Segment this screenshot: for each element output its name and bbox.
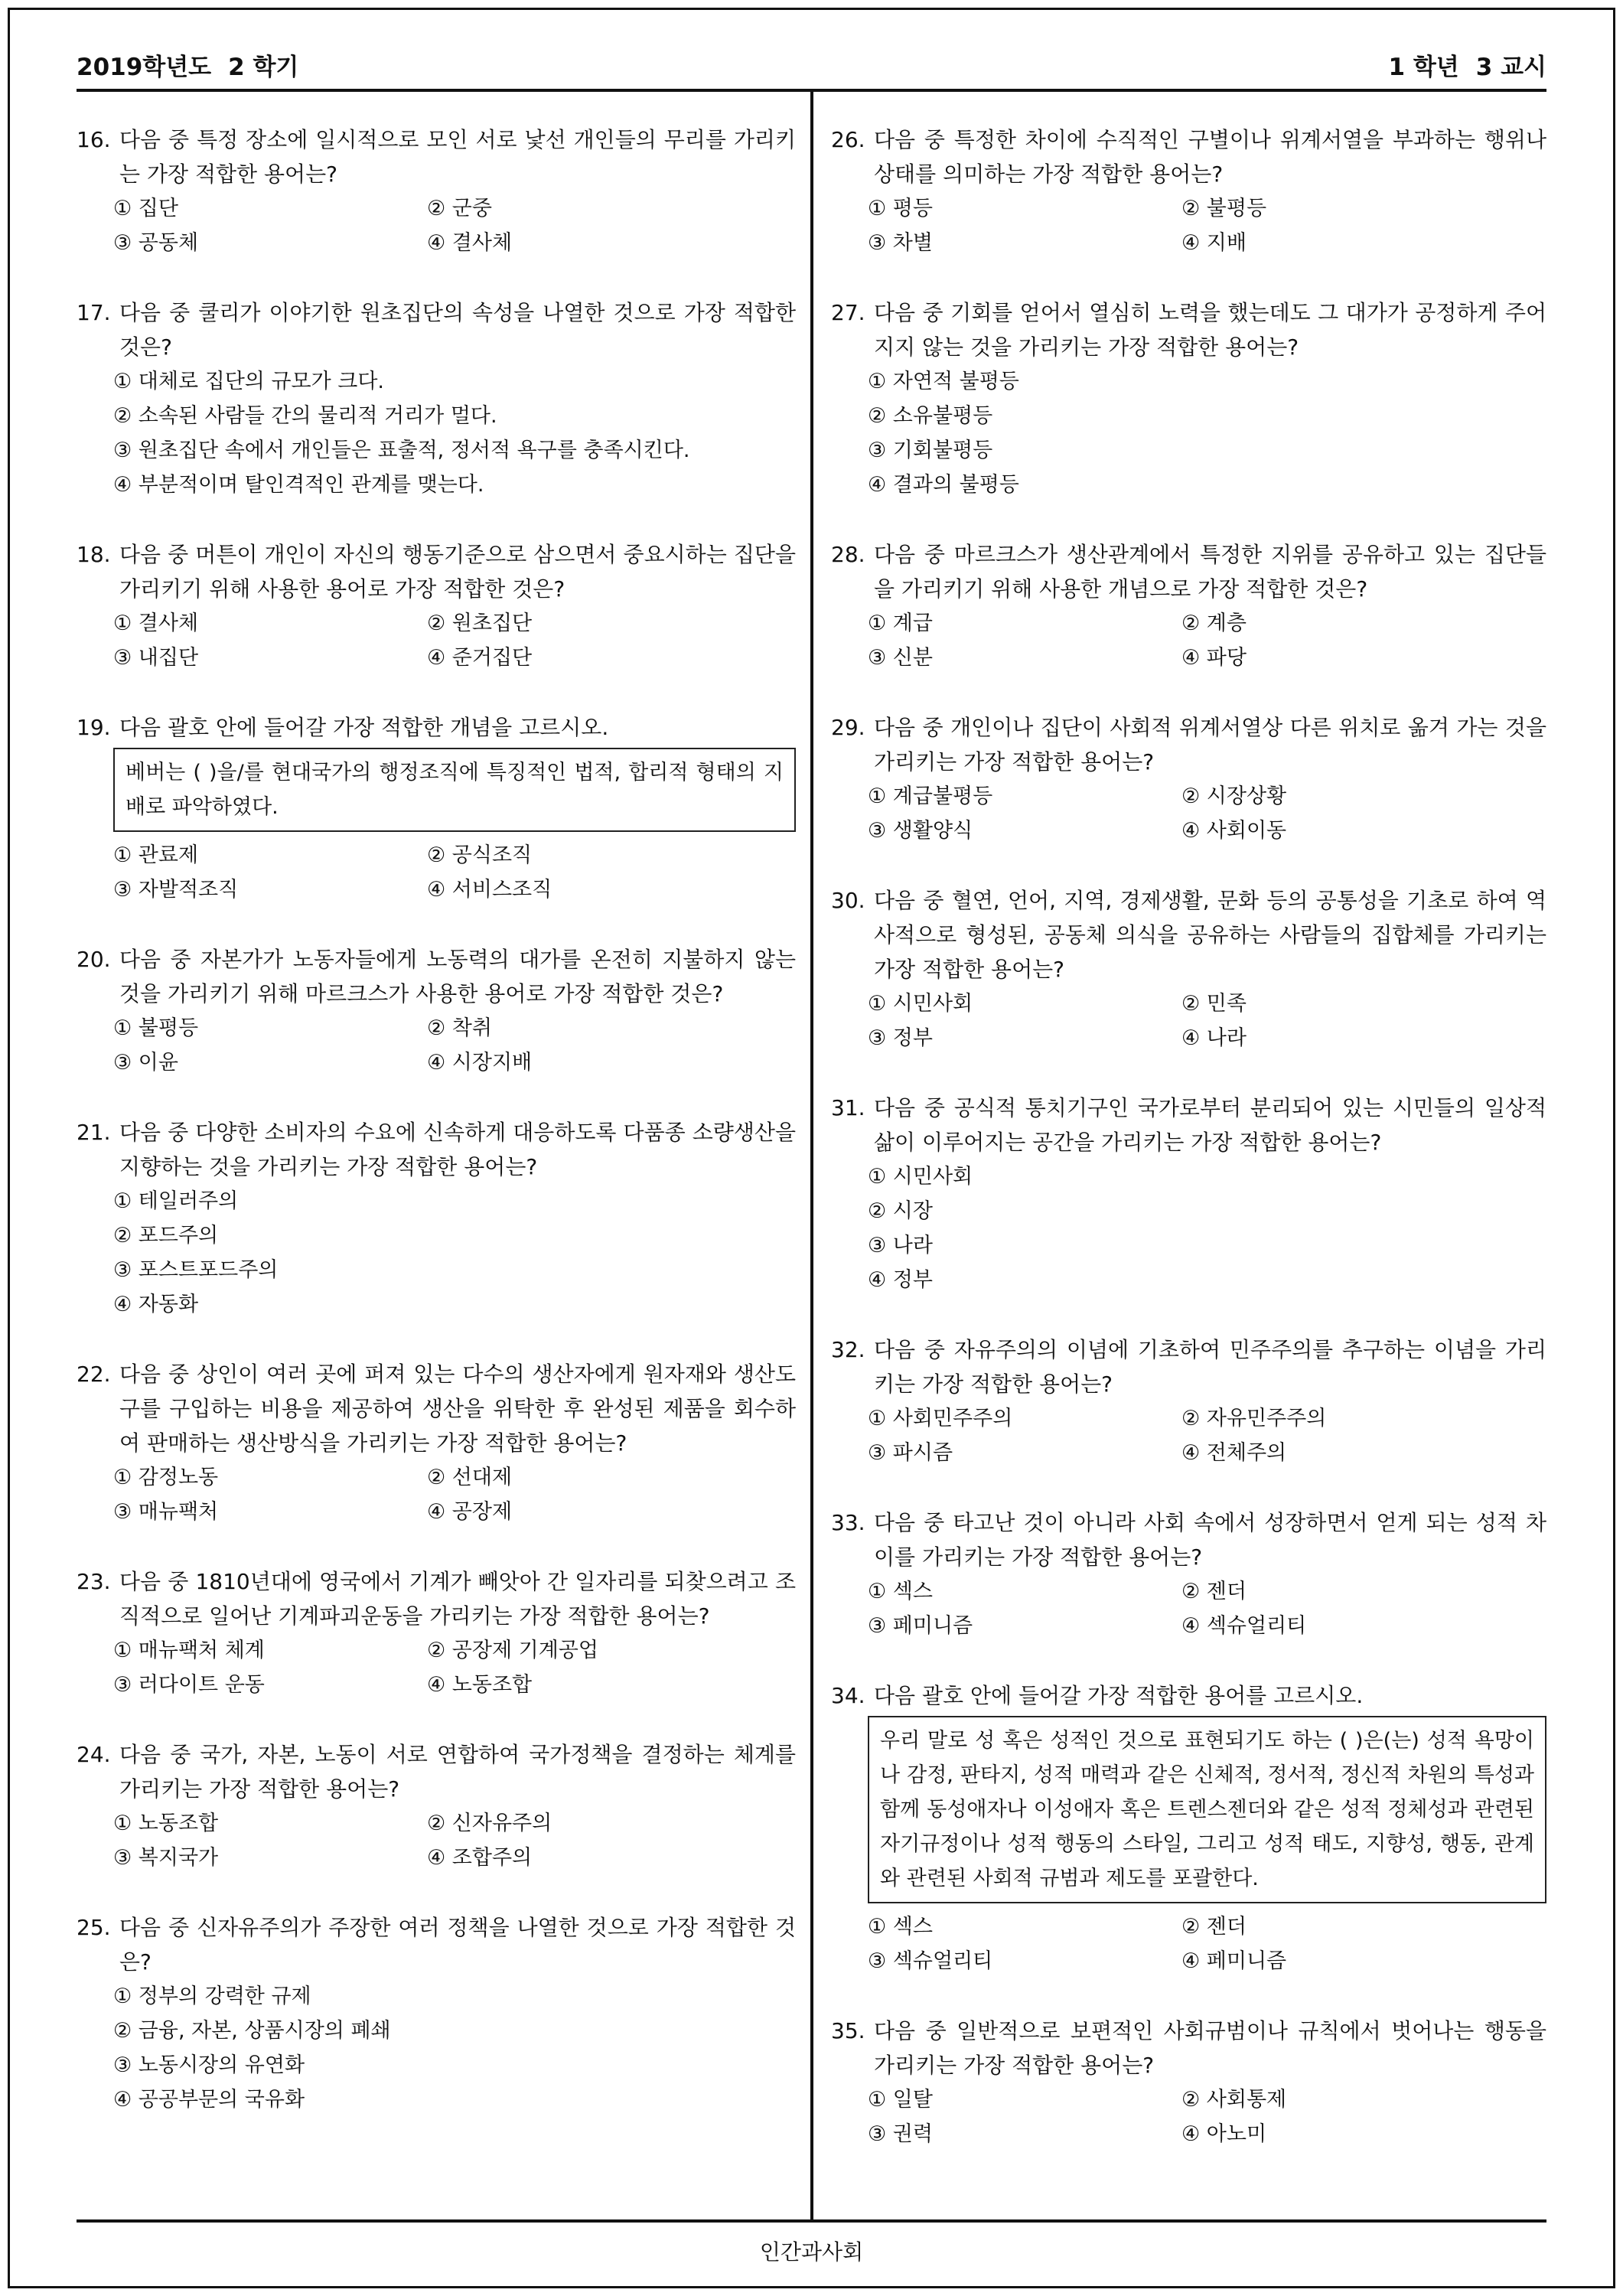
answer-choice[interactable]: ② 젠더	[1181, 1580, 1247, 1603]
answer-choice[interactable]: ① 시민사회	[868, 992, 973, 1016]
exam-header	[77, 47, 1546, 86]
question	[831, 2014, 1546, 2151]
question-text: 다음 중 마르크스가 생산관계에서 특정한 지위를 공유하고 있는 집단들을 가리키기 위해 사용한 개념으로 가장 적합한 것은?	[874, 542, 1546, 602]
choice-list	[77, 1806, 796, 1875]
answer-choice[interactable]: ④ 결과의 불평등	[868, 473, 1019, 497]
choice-list	[831, 987, 1546, 1055]
choice-list	[831, 779, 1546, 848]
choice-list	[77, 838, 796, 907]
answer-choice[interactable]: ③ 포스트포드주의	[113, 1258, 279, 1282]
question	[77, 1737, 796, 1875]
answer-choice[interactable]: ① 매뉴팩처 체계	[113, 1639, 265, 1662]
question-text: 다음 중 국가, 자본, 노동이 서로 연합하여 국가정책을 결정하는 체계를 가리키는 가장 적합한 용어는?	[119, 1742, 796, 1802]
answer-choice[interactable]: ② 군중	[427, 197, 492, 220]
answer-choice[interactable]: ③ 파시즘	[868, 1441, 953, 1465]
question-number: 20.	[77, 947, 111, 972]
answer-choice[interactable]: ③ 원초집단 속에서 개인들은 표출적, 정서적 욕구를 충족시킨다.	[113, 439, 690, 462]
answer-choice[interactable]: ④ 준거집단	[427, 646, 533, 670]
choice-list	[77, 1979, 796, 2117]
answer-choice[interactable]: ④ 서비스조직	[427, 878, 552, 902]
question-text: 다음 중 일반적으로 보편적인 사회규범이나 규칙에서 벗어나는 행동을 가리키는 가장 적합한 용어는?	[874, 2018, 1546, 2078]
answer-choice[interactable]: ④ 지배	[1181, 231, 1247, 255]
answer-choice[interactable]: ② 사회통제	[1181, 2088, 1287, 2112]
question-stem	[77, 295, 796, 364]
question-number: 22.	[77, 1362, 111, 1387]
choice-list	[831, 1574, 1546, 1643]
answer-choice[interactable]: ② 금융, 자본, 상품시장의 폐쇄	[113, 2019, 391, 2043]
answer-choice[interactable]: ④ 섹슈얼리티	[1181, 1614, 1307, 1638]
answer-choice[interactable]: ② 착취	[427, 1016, 492, 1040]
question-text: 다음 중 자유주의의 이념에 기초하여 민주주의를 추구하는 이념을 가리키는 가장 적합한 용어는?	[874, 1337, 1546, 1397]
question-number: 31.	[831, 1095, 865, 1120]
answer-choice[interactable]: ② 공장제 기계공업	[427, 1639, 598, 1662]
question-text: 다음 중 특정 장소에 일시적으로 모인 서로 낯선 개인들의 무리를 가리키는 가장 적합한 용어는?	[119, 127, 796, 187]
question-text: 다음 중 자본가가 노동자들에게 노동력의 대가를 온전히 지불하지 않는 것을 가리키기 위해 마르크스가 사용한 용어로 가장 적합한 것은?	[119, 947, 796, 1006]
question	[831, 295, 1546, 502]
question	[831, 1091, 1546, 1297]
question	[77, 942, 796, 1080]
choice-list	[77, 1011, 796, 1080]
choice-list	[831, 191, 1546, 260]
answer-choice[interactable]: ① 집단	[113, 197, 178, 220]
answer-choice[interactable]: ① 대체로 집단의 규모가 크다.	[113, 370, 385, 393]
question-text: 다음 중 기회를 얻어서 열심히 노력을 했는데도 그 대가가 공정하게 주어지지 않는 것을 가리키는 가장 적합한 용어는?	[874, 300, 1546, 360]
question-stem	[831, 710, 1546, 779]
answer-choice[interactable]: ② 시장상황	[1181, 784, 1287, 808]
question-stem	[831, 122, 1546, 191]
question-text: 다음 중 타고난 것이 아니라 사회 속에서 성장하면서 얻게 되는 성적 차이를 가리키는 가장 적합한 용어는?	[874, 1510, 1546, 1570]
question-stem	[831, 1678, 1546, 1713]
question-stem	[77, 1737, 796, 1806]
question	[77, 1564, 796, 1702]
answer-choice[interactable]: ④ 사회이동	[1181, 819, 1287, 843]
answer-choice[interactable]: ① 자연적 불평등	[868, 370, 1019, 393]
answer-choice[interactable]: ① 노동조합	[113, 1812, 219, 1835]
answer-choice[interactable]: ③ 정부	[868, 1026, 933, 1050]
question	[831, 537, 1546, 675]
answer-choice[interactable]: ② 소속된 사람들 간의 물리적 거리가 멀다.	[113, 404, 497, 428]
answer-choice[interactable]: ② 계층	[1181, 612, 1247, 635]
question-text: 다음 중 혈연, 언어, 지역, 경제생활, 문화 등의 공통성을 기초로 하여 역사적으로 형성된, 공동체 의식을 공유하는 사람들의 집합체를 가리키는 가장 적합한 용어는?	[874, 888, 1546, 982]
question-stem	[77, 537, 796, 606]
grade: 1 학년	[1388, 54, 1459, 81]
answer-choice[interactable]: ① 섹스	[868, 1915, 933, 1939]
question-number: 23.	[77, 1569, 111, 1594]
question	[831, 122, 1546, 260]
choice-list	[831, 1159, 1546, 1297]
choice-list	[831, 1401, 1546, 1470]
question	[77, 710, 796, 907]
question-number: 35.	[831, 2018, 865, 2043]
header-right	[1388, 47, 1546, 82]
question-number: 34.	[831, 1683, 865, 1708]
question-text: 다음 중 신자유주의가 주장한 여러 정책을 나열한 것으로 가장 적합한 것은?	[119, 1915, 796, 1975]
answer-choice[interactable]: ① 평등	[868, 197, 933, 220]
answer-choice[interactable]: ④ 결사체	[427, 231, 513, 255]
choice-list	[77, 1633, 796, 1702]
question-text: 다음 중 쿨리가 이야기한 원초집단의 속성을 나열한 것으로 가장 적합한 것은?	[119, 300, 796, 360]
semester: 2 학기	[228, 54, 299, 81]
question-number: 32.	[831, 1337, 865, 1362]
question	[77, 1910, 796, 2117]
question	[831, 883, 1546, 1055]
question-passage-box: 우리 말로 성 혹은 성적인 것으로 표현되기도 하는 ( )은(는) 성적 욕망이나 감정, 판타지, 성적 매력과 같은 신체적, 정서적, 정신적 차원의 특성과 함께 동성애자나 이성애자 혹은 트렌스젠더와 같은 성적 정체성과 관련된 자기규정이나 성적 행동의 스타일, 그리고 성적 태도, 지향성, 행동, 관계와 관련된 사회적 규범과 제도를 포괄한다.	[868, 1716, 1546, 1903]
question-stem	[831, 883, 1546, 987]
answer-choice[interactable]: ③ 내집단	[113, 646, 199, 670]
question-number: 17.	[77, 300, 111, 325]
choice-list	[77, 606, 796, 675]
answer-choice[interactable]: ④ 아노미	[1181, 2122, 1267, 2146]
question-stem	[831, 1332, 1546, 1401]
answer-choice[interactable]: ③ 매뉴팩처	[113, 1500, 219, 1524]
question-text: 다음 괄호 안에 들어갈 가장 적합한 용어를 고르시오.	[874, 1683, 1364, 1708]
answer-choice[interactable]: ① 시민사회	[868, 1165, 973, 1189]
question-number: 28.	[831, 542, 865, 567]
answer-choice[interactable]: ③ 페미니즘	[868, 1614, 973, 1638]
answer-choice[interactable]: ③ 생활양식	[868, 819, 973, 843]
answer-choice[interactable]: ② 포드주의	[113, 1224, 219, 1247]
choice-list	[77, 1460, 796, 1529]
question-text: 다음 중 개인이나 집단이 사회적 위계서열상 다른 위치로 옮겨 가는 것을 가리키는 가장 적합한 용어는?	[874, 715, 1546, 775]
question-number: 18.	[77, 542, 111, 567]
question-text: 다음 중 머튼이 개인이 자신의 행동기준으로 삼으면서 중요시하는 집단을 가리키기 위해 사용한 용어로 가장 적합한 것은?	[119, 542, 796, 602]
question	[77, 295, 796, 502]
question	[831, 1505, 1546, 1643]
question-text: 다음 괄호 안에 들어갈 가장 적합한 개념을 고르시오.	[119, 715, 609, 740]
question-number: 29.	[831, 715, 865, 740]
question-number: 27.	[831, 300, 865, 325]
answer-choice[interactable]: ③ 노동시장의 유연화	[113, 2053, 305, 2077]
right-column	[831, 122, 1546, 2187]
answer-choice[interactable]: ① 테일러주의	[113, 1189, 239, 1213]
answer-choice[interactable]: ③ 나라	[868, 1234, 933, 1257]
question-stem	[77, 1910, 796, 1979]
question-passage-box: 베버는 ( )을/를 현대국가의 행정조직에 특징적인 법적, 합리적 형태의 지배로 파악하였다.	[113, 748, 796, 832]
answer-choice[interactable]: ④ 정부	[868, 1268, 933, 1292]
choice-list	[77, 1184, 796, 1322]
answer-choice[interactable]: ③ 권력	[868, 2122, 933, 2146]
question-number: 26.	[831, 127, 865, 152]
answer-choice[interactable]: ② 자유민주주의	[1181, 1407, 1327, 1430]
answer-choice[interactable]: ③ 공동체	[113, 231, 199, 255]
question-stem	[77, 710, 796, 745]
question-text: 다음 중 상인이 여러 곳에 퍼져 있는 다수의 생산자에게 원자재와 생산도구를 구입하는 비용을 제공하여 생산을 위탁한 후 완성된 제품을 회수하여 판매하는 생산방식을 가리키는 가장 적합한 용어는?	[119, 1362, 796, 1456]
answer-choice[interactable]: ① 일탈	[868, 2088, 933, 2112]
question-text: 다음 중 특정한 차이에 수직적인 구별이나 위계서열을 부과하는 행위나 상태를 의미하는 가장 적합한 용어는?	[874, 127, 1546, 187]
question-number: 21.	[77, 1120, 111, 1145]
answer-choice[interactable]: ① 관료제	[113, 843, 199, 867]
answer-choice[interactable]: ③ 차별	[868, 231, 933, 255]
left-column	[77, 122, 796, 2152]
answer-choice[interactable]: ④ 페미니즘	[1181, 1949, 1287, 1973]
answer-choice[interactable]: ③ 섹슈얼리티	[868, 1949, 993, 1973]
answer-choice[interactable]: ① 계급	[868, 612, 933, 635]
choice-list	[831, 364, 1546, 502]
question-stem	[77, 1115, 796, 1184]
answer-choice[interactable]: ④ 시장지배	[427, 1051, 533, 1075]
choice-list	[77, 191, 796, 260]
answer-choice[interactable]: ② 젠더	[1181, 1915, 1247, 1939]
question	[77, 1357, 796, 1529]
question-text: 다음 중 공식적 통치기구인 국가로부터 분리되어 있는 시민들의 일상적 삶이 이루어지는 공간을 가리키는 가장 적합한 용어는?	[874, 1095, 1546, 1155]
answer-choice[interactable]: ① 섹스	[868, 1580, 933, 1603]
answer-choice[interactable]: ④ 부분적이며 탈인격적인 관계를 맺는다.	[113, 473, 484, 497]
answer-choice[interactable]: ① 감정노동	[113, 1466, 219, 1489]
question-text: 다음 중 다양한 소비자의 수요에 신속하게 대응하도록 다품종 소량생산을 지향하는 것을 가리키는 가장 적합한 용어는?	[119, 1120, 796, 1179]
answer-choice[interactable]: ④ 조합주의	[427, 1846, 533, 1870]
answer-choice[interactable]: ④ 공장제	[427, 1500, 513, 1524]
question-stem	[831, 537, 1546, 606]
question	[77, 1115, 796, 1322]
answer-choice[interactable]: ② 선대제	[427, 1466, 513, 1489]
answer-choice[interactable]: ④ 노동조합	[427, 1673, 533, 1697]
question-number: 19.	[77, 715, 111, 740]
answer-choice[interactable]: ② 소유불평등	[868, 404, 993, 428]
question-number: 25.	[77, 1915, 111, 1940]
answer-choice[interactable]: ④ 공공부문의 국유화	[113, 2088, 305, 2112]
question-number: 16.	[77, 127, 111, 152]
answer-choice[interactable]: ② 민족	[1181, 992, 1247, 1016]
answer-choice[interactable]: ① 결사체	[113, 612, 199, 635]
choice-list	[831, 2082, 1546, 2151]
question	[77, 537, 796, 675]
question	[831, 1332, 1546, 1470]
question-number: 33.	[831, 1510, 865, 1535]
answer-choice[interactable]: ① 정부의 강력한 규제	[113, 1985, 311, 2008]
answer-choice[interactable]: ① 불평등	[113, 1016, 199, 1040]
answer-choice[interactable]: ② 불평등	[1181, 197, 1267, 220]
header-left	[77, 47, 315, 82]
answer-choice[interactable]: ③ 복지국가	[113, 1846, 219, 1870]
question-stem	[77, 1564, 796, 1633]
answer-choice[interactable]: ① 사회민주주의	[868, 1407, 1013, 1430]
answer-choice[interactable]: ② 공식조직	[427, 843, 533, 867]
answer-choice[interactable]: ④ 전체주의	[1181, 1441, 1287, 1465]
answer-choice[interactable]: ③ 이윤	[113, 1051, 178, 1075]
question-number: 30.	[831, 888, 865, 913]
choice-list	[77, 364, 796, 502]
choice-list	[831, 1910, 1546, 1978]
question	[77, 122, 796, 260]
column-divider	[810, 92, 813, 2219]
question-stem	[77, 1357, 796, 1460]
answer-choice[interactable]: ④ 파당	[1181, 646, 1247, 670]
question-number: 24.	[77, 1742, 111, 1767]
question-stem	[77, 942, 796, 1011]
question	[831, 1678, 1546, 1978]
question-stem	[831, 1091, 1546, 1159]
question-stem	[831, 295, 1546, 364]
answer-choice[interactable]: ② 신자유주의	[427, 1812, 552, 1835]
year-term: 2019학년도	[77, 54, 212, 81]
answer-choice[interactable]: ③ 러다이트 운동	[113, 1673, 265, 1697]
answer-choice[interactable]: ③ 기회불평등	[868, 439, 993, 462]
answer-choice[interactable]: ④ 나라	[1181, 1026, 1247, 1050]
answer-choice[interactable]: ② 원초집단	[427, 612, 533, 635]
answer-choice[interactable]: ③ 신분	[868, 646, 933, 670]
answer-choice[interactable]: ④ 자동화	[113, 1293, 199, 1316]
question-text: 다음 중 1810년대에 영국에서 기계가 빼앗아 간 일자리를 되찾으려고 조직적으로 일어난 기계파괴운동을 가리키는 가장 적합한 용어는?	[119, 1569, 796, 1629]
answer-choice[interactable]: ③ 자발적조직	[113, 878, 239, 902]
question	[831, 710, 1546, 848]
question-stem	[831, 1505, 1546, 1574]
question-stem	[831, 2014, 1546, 2082]
period: 3 교시	[1475, 54, 1546, 81]
answer-choice[interactable]: ① 계급불평등	[868, 784, 993, 808]
choice-list	[831, 606, 1546, 675]
question-stem	[77, 122, 796, 191]
footer-rule	[77, 2219, 1546, 2223]
footer-subject: 인간과사회	[759, 2239, 864, 2265]
answer-choice[interactable]: ② 시장	[868, 1199, 933, 1223]
